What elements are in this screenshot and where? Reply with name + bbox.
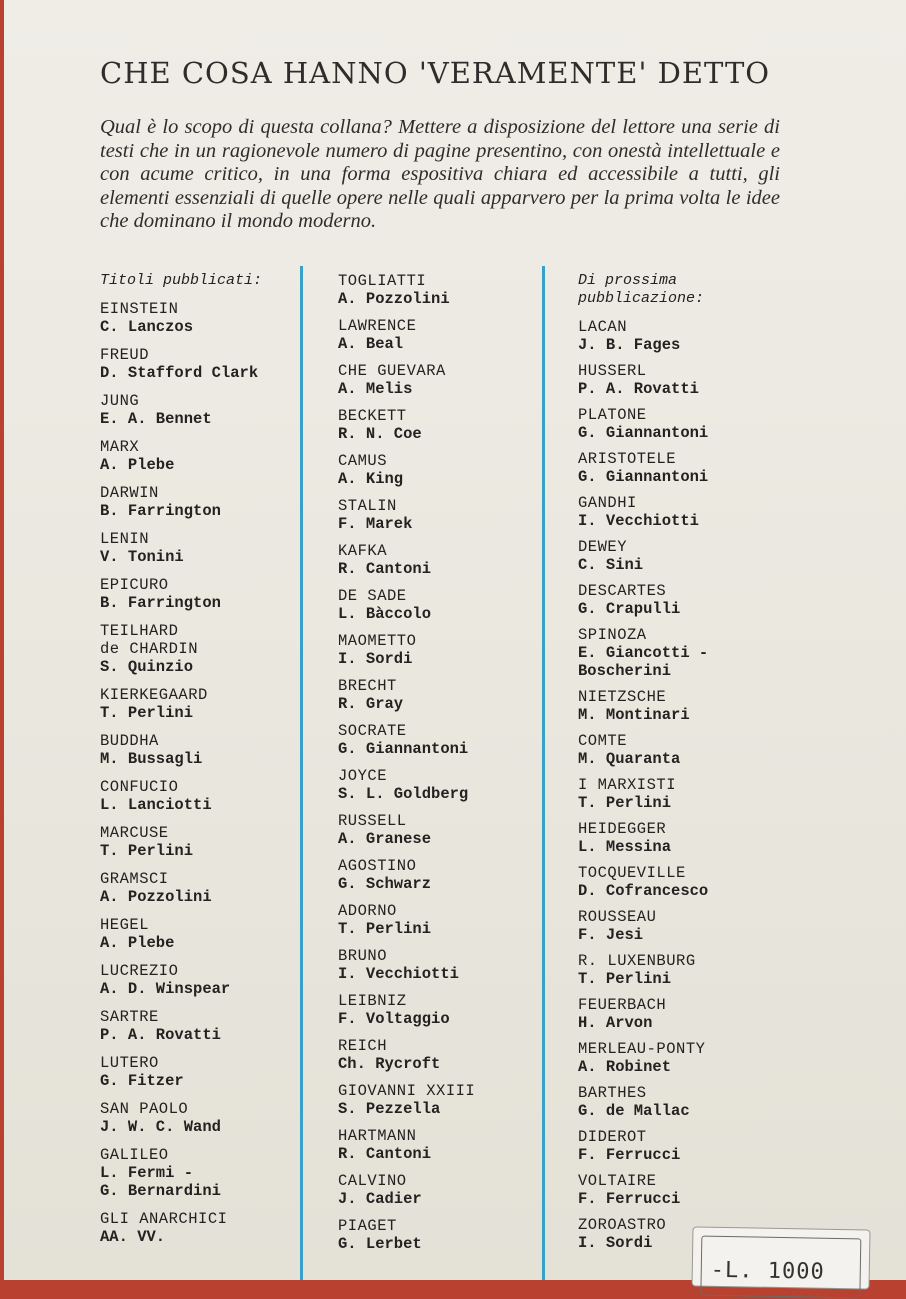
entry-author: I. Sordi (578, 1234, 653, 1252)
title-entry (338, 407, 528, 443)
title-entry (100, 346, 290, 382)
title-entry (100, 778, 290, 814)
entry-author: A. Melis (338, 380, 413, 398)
entry-subject: EPICURO (100, 576, 169, 594)
entry-author: Ch. Rycroft (338, 1055, 441, 1073)
entry-author: F. Voltaggio (338, 1010, 450, 1028)
title-entry (578, 1128, 808, 1164)
title-entry (578, 908, 808, 944)
entry-subject: R. LUXENBURG (578, 952, 696, 970)
entry-author: G. Giannantoni (578, 468, 709, 486)
entry-subject: BRECHT (338, 677, 397, 695)
entry-author: R. Cantoni (338, 1145, 432, 1163)
entry-subject: KIERKEGAARD (100, 686, 208, 704)
entry-subject: LUCREZIO (100, 962, 179, 980)
entry-author: B. Farrington (100, 502, 221, 520)
entry-author: A. D. Winspear (100, 980, 231, 998)
entry-subject: GANDHI (578, 494, 637, 512)
book-back-cover (4, 0, 906, 1285)
entry-subject: JUNG (100, 392, 140, 410)
entry-subject: GLI ANARCHICI (100, 1210, 228, 1228)
entry-author: G. Giannantoni (338, 740, 469, 758)
title-entry (338, 1217, 528, 1253)
title-entry (100, 1210, 290, 1246)
entry-author: F. Jesi (578, 926, 644, 944)
published-titles-column (100, 272, 290, 1256)
entry-subject: DESCARTES (578, 582, 667, 600)
entry-author: A. Plebe (100, 934, 175, 952)
entry-subject: HEGEL (100, 916, 150, 934)
entry-subject: COMTE (578, 732, 628, 750)
title-entry (338, 452, 528, 488)
entry-author: C. Lanczos (100, 318, 194, 336)
entry-subject: ZOROASTRO (578, 1216, 667, 1234)
entry-subject: ARISTOTELE (578, 450, 677, 468)
published-titles-column-continued (338, 272, 528, 1262)
title-entry (100, 962, 290, 998)
entry-subject: DARWIN (100, 484, 159, 502)
title-entry (338, 812, 528, 848)
entry-subject: FREUD (100, 346, 150, 364)
entry-subject: REICH (338, 1037, 388, 1055)
entry-subject: GALILEO (100, 1146, 169, 1164)
entry-author: A. Robinet (578, 1058, 672, 1076)
entry-subject: LUTERO (100, 1054, 159, 1072)
entry-subject: LAWRENCE (338, 317, 417, 335)
entry-subject: SARTRE (100, 1008, 159, 1026)
entry-author: M. Bussagli (100, 750, 203, 768)
entry-subject: DEWEY (578, 538, 628, 556)
entry-author: M. Montinari (578, 706, 690, 724)
title-entry (100, 916, 290, 952)
title-entry (100, 576, 290, 612)
entry-subject: MARCUSE (100, 824, 169, 842)
entry-author: M. Quaranta (578, 750, 681, 768)
title-entry (338, 272, 528, 308)
entry-subject: MARX (100, 438, 140, 456)
entry-subject: SAN PAOLO (100, 1100, 189, 1118)
title-entry (100, 824, 290, 860)
entry-subject: CALVINO (338, 1172, 407, 1190)
title-entry (100, 530, 290, 566)
entry-author: T. Perlini (100, 704, 194, 722)
title-entry (578, 688, 808, 724)
title-entry (338, 677, 528, 713)
entry-subject: KAFKA (338, 542, 388, 560)
entry-subject: PLATONE (578, 406, 647, 424)
upcoming-titles-column (578, 272, 808, 1260)
entry-author: I. Vecchiotti (578, 512, 699, 530)
entry-subject: HEIDEGGER (578, 820, 667, 838)
entry-subject: TOGLIATTI (338, 272, 427, 290)
title-entry (338, 1082, 528, 1118)
title-entry (578, 776, 808, 812)
entry-author: L. Lanciotti (100, 796, 212, 814)
column-divider-left (300, 266, 303, 1280)
title-entry (578, 538, 808, 574)
entry-author: T. Perlini (338, 920, 432, 938)
title-entry (578, 1084, 808, 1120)
title-entry (338, 857, 528, 893)
title-entry (578, 1172, 808, 1208)
entry-subject: PIAGET (338, 1217, 397, 1235)
entry-author: J. Cadier (338, 1190, 422, 1208)
entry-author: D. Cofrancesco (578, 882, 709, 900)
title-entry (338, 992, 528, 1028)
entry-subject: EINSTEIN (100, 300, 179, 318)
title-entry (338, 362, 528, 398)
entry-subject: CHE GUEVARA (338, 362, 446, 380)
entry-subject: GRAMSCI (100, 870, 169, 888)
entry-author: H. Arvon (578, 1014, 653, 1032)
title-entry (100, 622, 290, 676)
title-entry (338, 632, 528, 668)
entry-author: G. Schwarz (338, 875, 432, 893)
title-entry (100, 686, 290, 722)
title-entry (100, 732, 290, 768)
title-entry (338, 1172, 528, 1208)
entry-author: P. A. Rovatti (578, 380, 699, 398)
title-entry (100, 1146, 290, 1200)
entry-author: F. Marek (338, 515, 413, 533)
title-entry (100, 1008, 290, 1044)
published-titles-heading: Titoli pubblicati: (100, 272, 263, 289)
entry-author: G. de Mallac (578, 1102, 690, 1120)
entry-author: D. Stafford Clark (100, 364, 259, 382)
title-entry (100, 438, 290, 474)
entry-subject: DE SADE (338, 587, 407, 605)
entry-author: R. Cantoni (338, 560, 432, 578)
title-entry (338, 722, 528, 758)
entry-author: A. Pozzolini (100, 888, 212, 906)
title-entry (338, 317, 528, 353)
entry-subject: NIETZSCHE (578, 688, 667, 706)
entry-subject: I MARXISTI (578, 776, 677, 794)
entry-author: A. Beal (338, 335, 404, 353)
entry-author: P. A. Rovatti (100, 1026, 221, 1044)
title-entry (338, 902, 528, 938)
title-entry (578, 406, 808, 442)
entry-subject: DIDEROT (578, 1128, 647, 1146)
entry-author: G. Lerbet (338, 1235, 422, 1253)
entry-subject: RUSSELL (338, 812, 407, 830)
entry-author: F. Ferrucci (578, 1190, 681, 1208)
entry-author: G. Fitzer (100, 1072, 184, 1090)
entry-subject: AGOSTINO (338, 857, 417, 875)
entry-subject: TEILHARD de CHARDIN (100, 622, 199, 658)
upcoming-titles-heading: Di prossima pubblicazione: (578, 272, 705, 307)
title-entry (578, 318, 808, 354)
entry-author: L. Messina (578, 838, 672, 856)
entry-subject: HARTMANN (338, 1127, 417, 1145)
title-entry (100, 392, 290, 428)
entry-subject: JOYCE (338, 767, 388, 785)
entry-author: AA. VV. (100, 1228, 166, 1246)
title-entry (100, 1054, 290, 1090)
title-entry (578, 582, 808, 618)
entry-author: B. Farrington (100, 594, 221, 612)
entry-subject: ADORNO (338, 902, 397, 920)
entry-subject: MAOMETTO (338, 632, 417, 650)
entry-subject: CONFUCIO (100, 778, 179, 796)
title-entry (578, 362, 808, 398)
entry-subject: SPINOZA (578, 626, 647, 644)
title-entry (578, 952, 808, 988)
title-entry (338, 1127, 528, 1163)
title-entry (578, 494, 808, 530)
title-entry (578, 450, 808, 486)
entry-author: R. Gray (338, 695, 404, 713)
entry-author: E. Giancotti - Boscherini (578, 644, 709, 680)
entry-author: E. A. Bennet (100, 410, 212, 428)
entry-author: A. Plebe (100, 456, 175, 474)
entry-author: S. L. Goldberg (338, 785, 469, 803)
entry-subject: HUSSERL (578, 362, 647, 380)
title-entry (338, 587, 528, 623)
entry-subject: TOCQUEVILLE (578, 864, 686, 882)
entry-author: T. Perlini (100, 842, 194, 860)
entry-subject: BECKETT (338, 407, 407, 425)
entry-subject: BRUNO (338, 947, 388, 965)
entry-author: R. N. Coe (338, 425, 422, 443)
entry-author: J. B. Fages (578, 336, 681, 354)
entry-subject: SOCRATE (338, 722, 407, 740)
title-entry (578, 732, 808, 768)
title-entry (338, 1037, 528, 1073)
title-entry (578, 626, 808, 680)
entry-author: A. Granese (338, 830, 432, 848)
entry-author: I. Sordi (338, 650, 413, 668)
price-sticker-text: -L. 1000 (710, 1257, 825, 1285)
entry-author: A. King (338, 470, 404, 488)
entry-subject: STALIN (338, 497, 397, 515)
entry-subject: GIOVANNI XXIII (338, 1082, 476, 1100)
title-entry (338, 947, 528, 983)
entry-author: T. Perlini (578, 794, 672, 812)
entry-subject: LEIBNIZ (338, 992, 407, 1010)
entry-author: T. Perlini (578, 970, 672, 988)
entry-subject: FEUERBACH (578, 996, 667, 1014)
price-sticker (691, 1226, 870, 1289)
title-entry (100, 1100, 290, 1136)
title-entry (338, 497, 528, 533)
entry-subject: BARTHES (578, 1084, 647, 1102)
entry-author: F. Ferrucci (578, 1146, 681, 1164)
entry-author: A. Pozzolini (338, 290, 450, 308)
entry-author: G. Giannantoni (578, 424, 709, 442)
entry-subject: CAMUS (338, 452, 388, 470)
entry-subject: LENIN (100, 530, 150, 548)
entry-author: V. Tonini (100, 548, 184, 566)
entry-author: S. Quinzio (100, 658, 194, 676)
entry-author: S. Pezzella (338, 1100, 441, 1118)
entry-author: C. Sini (578, 556, 644, 574)
title-entry (100, 300, 290, 336)
title-entry (100, 484, 290, 520)
title-entry (338, 542, 528, 578)
title-entry (578, 996, 808, 1032)
entry-author: G. Crapulli (578, 600, 681, 618)
entry-author: J. W. C. Wand (100, 1118, 221, 1136)
title-entry (100, 870, 290, 906)
entry-author: I. Vecchiotti (338, 965, 459, 983)
title-entry (578, 1040, 808, 1076)
entry-subject: BUDDHA (100, 732, 159, 750)
title-entry (578, 864, 808, 900)
series-title: CHE COSA HANNO 'VERAMENTE' DETTO (100, 56, 771, 90)
entry-subject: VOLTAIRE (578, 1172, 657, 1190)
column-divider-right (542, 266, 545, 1280)
entry-subject: ROUSSEAU (578, 908, 657, 926)
series-description: Qual è lo scopo di questa collana? Mettere a disposizione del lettore una serie di testi che in un ragionevole numero di pagine presentino, con onestà intellettuale e con acume critico, in una forma espositiva chiara ed accessibile a tutti, gli elementi essenziali di quelle opere nelle quali apparvero per la prima volta le idee che dominano il mondo moderno. (100, 116, 780, 232)
entry-subject: LACAN (578, 318, 628, 336)
entry-author: L. Fermi - G. Bernardini (100, 1164, 221, 1200)
title-entry (338, 767, 528, 803)
title-entry (578, 820, 808, 856)
entry-subject: MERLEAU-PONTY (578, 1040, 706, 1058)
entry-author: L. Bàccolo (338, 605, 432, 623)
